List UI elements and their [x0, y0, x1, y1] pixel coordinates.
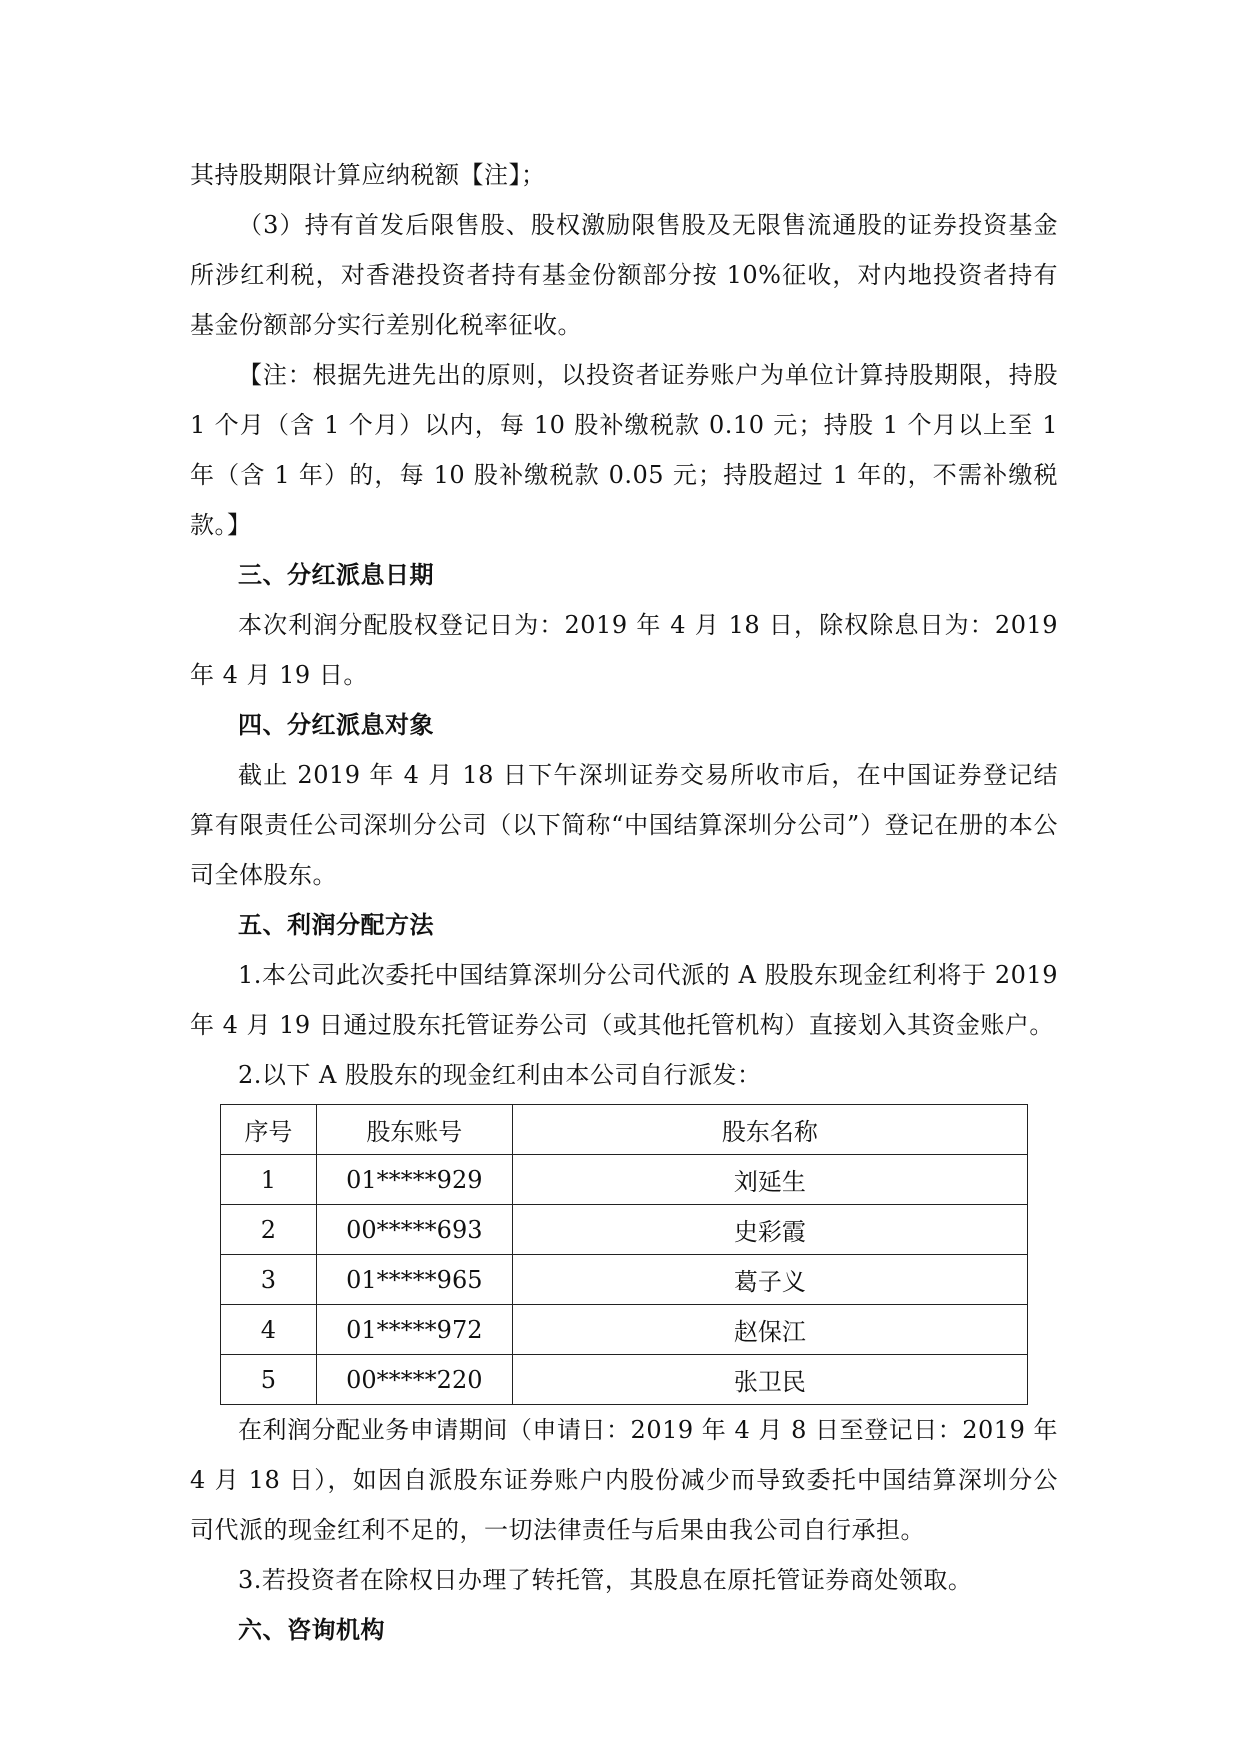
paragraph-fund-dividend-tax: （3）持有首发后限售股、股权激励限售股及无限售流通股的证券投资基金所涉红利税，对香港投资者持有基金份额部分按 10%征收，对内地投资者持有基金份额部分实行差别化税率征收。 [190, 211, 1058, 339]
cell-number: 1 [221, 1155, 317, 1205]
self-distributed-shareholders-table [220, 1104, 1028, 1405]
paragraph-tax-note-continuation: 其持股期限计算应纳税额【注】； [190, 161, 546, 189]
paragraph-note-holding-period: 【注：根据先进先出的原则，以投资者证券账户为单位计算持股期限，持股 1 个月（含 1 个月）以内，每 10 股补缴税款 0.10 元；持股 1 个月以上至 1 年（含 1 年）的，每 10 股补缴税款 0.05 元；持股超过 1 年的，不需补缴税款。】 [190, 361, 1058, 539]
column-header-number: 序号 [221, 1105, 317, 1155]
cell-number: 2 [221, 1205, 317, 1255]
cell-account: 00*****693 [316, 1205, 512, 1255]
table-header-row [221, 1105, 1028, 1155]
document-body [190, 150, 1058, 1655]
cell-name: 葛子义 [512, 1255, 1027, 1305]
cell-account: 01*****929 [316, 1155, 512, 1205]
section-heading-consulting-agency: 六、咨询机构 [238, 1615, 385, 1644]
paragraph-record-date: 本次利润分配股权登记日为：2019 年 4 月 18 日，除权除息日为：2019 年 4 月 19 日。 [190, 611, 1058, 689]
table-row [221, 1155, 1028, 1205]
paragraph-application-period: 在利润分配业务申请期间（申请日：2019 年 4 月 8 日至登记日：2019 年 4 月 18 日），如因自派股东证券账户内股份减少而导致委托中国结算深圳分公司代派的现金红利不足的，一切法律责任与后果由我公司自行承担。 [190, 1416, 1058, 1544]
cell-name: 张卫民 [512, 1355, 1027, 1405]
cell-number: 5 [221, 1355, 317, 1405]
cell-name: 刘延生 [512, 1155, 1027, 1205]
cell-account: 01*****972 [316, 1305, 512, 1355]
paragraph-recipients: 截止 2019 年 4 月 18 日下午深圳证券交易所收市后，在中国证券登记结算有限责任公司深圳分公司（以下简称“中国结算深圳分公司”）登记在册的本公司全体股东。 [190, 761, 1058, 889]
paragraph-method-3: 3.若投资者在除权日办理了转托管，其股息在原托管证券商处领取。 [238, 1566, 973, 1594]
paragraph-method-1: 1.本公司此次委托中国结算深圳分公司代派的 A 股股东现金红利将于 2019 年 4 月 19 日通过股东托管证券公司（或其他托管机构）直接划入其资金账户。 [190, 961, 1058, 1039]
section-heading-dividend-date: 三、分红派息日期 [238, 560, 434, 589]
paragraph-method-2: 2.以下 A 股股东的现金红利由本公司自行派发： [238, 1061, 762, 1089]
cell-number: 4 [221, 1305, 317, 1355]
section-heading-dividend-recipients: 四、分红派息对象 [238, 710, 434, 739]
cell-account: 01*****965 [316, 1255, 512, 1305]
table-row [221, 1355, 1028, 1405]
cell-name: 史彩霞 [512, 1205, 1027, 1255]
table-row [221, 1255, 1028, 1305]
cell-number: 3 [221, 1255, 317, 1305]
column-header-account: 股东账号 [316, 1105, 512, 1155]
cell-name: 赵保江 [512, 1305, 1027, 1355]
section-heading-distribution-method: 五、利润分配方法 [238, 910, 434, 939]
table-row [221, 1205, 1028, 1255]
column-header-name: 股东名称 [512, 1105, 1027, 1155]
cell-account: 00*****220 [316, 1355, 512, 1405]
table-row [221, 1305, 1028, 1355]
